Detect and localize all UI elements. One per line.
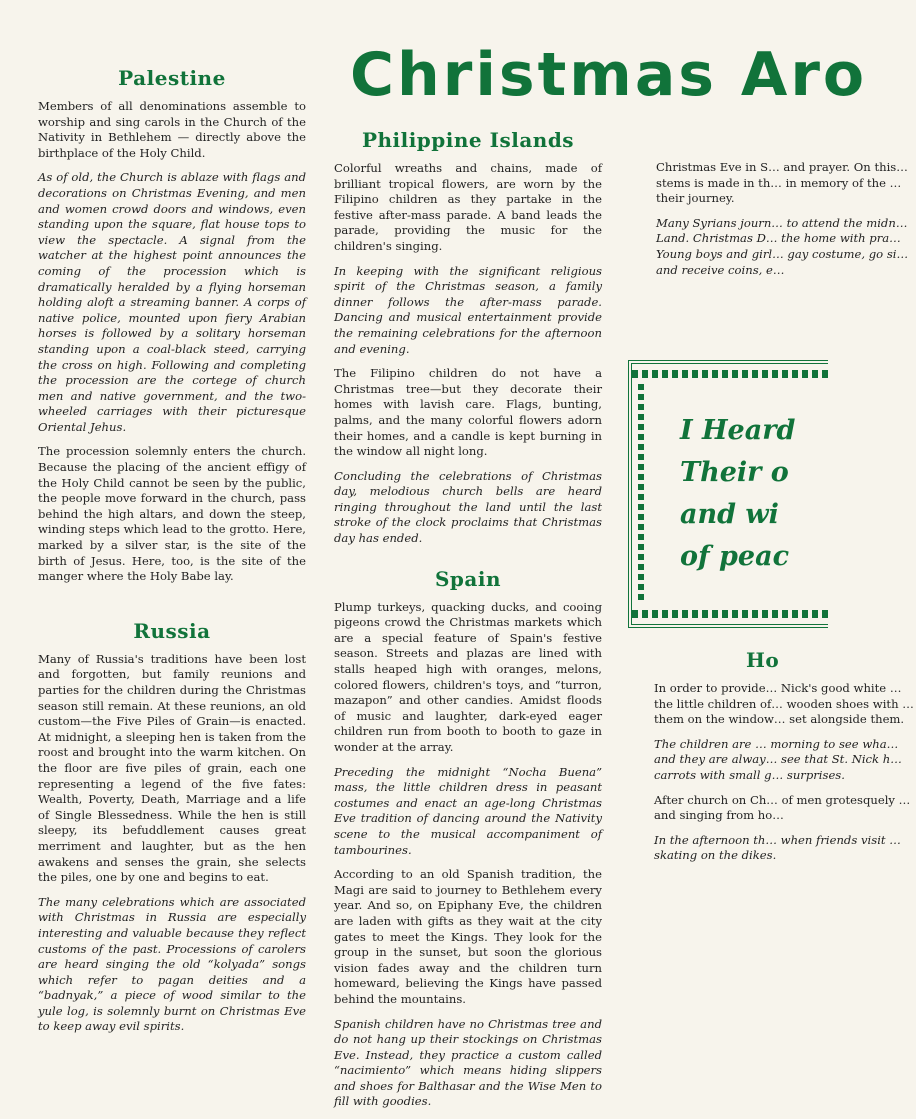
ornament-border-bottom (632, 610, 828, 618)
philippines-paragraph-2: In keeping with the significant religious spirit of the Christmas season, a family dinner follows the after-mass parade. Dancing and musical entertainment provide the remaining celebrations for the afternoon and evening. (334, 263, 602, 356)
philippines-paragraph-4: Concluding the celebrations of Christmas day, melodious church bells are heard ringing throughout the land until the last stroke of the clock proclaims that Christmas day has ended. (334, 468, 602, 546)
syria-paragraph-2: Many Syrians journ… to attend the midn… Land. Christmas D… the home with pra… Young boys and girl… gay costume, go si… and receive coins, e… (656, 215, 909, 277)
heading-holland: Ho (746, 648, 780, 672)
heading-russia: Russia (133, 618, 211, 643)
heading-philippine-islands: Philippine Islands (361, 128, 575, 152)
palestine-paragraph-1: Members of all denominations assemble to worship and sing carols in the Church of the Nativity in Bethlehem — directly above the birthplace of the Holy Child. (38, 99, 306, 160)
section-philippines (334, 128, 602, 547)
poem-line-3: and wi (680, 499, 779, 530)
poem-text (680, 410, 795, 578)
section-russia (38, 619, 306, 1035)
spain-paragraph-2: Preceding the midnight “Nocha Buena” mass, the little children dress in peasant costumes and enact an age-long Christmas Eve tradition of dancing around the Nativity scene to the musical accompaniment of tambourines. (334, 764, 602, 857)
section-palestine (38, 66, 306, 585)
column-right-bottom (654, 648, 914, 978)
page-title: Christmas Aro (350, 40, 868, 110)
philippines-paragraph-1: Colorful wreaths and chains, made of brilliant tropical flowers, are worn by the Filipino children as they partake in the festive after-mass parade. A band leads the parade, providing the music for the children's singing. (334, 161, 602, 253)
philippines-paragraph-3: The Filipino children do not have a Christmas tree—but they decorate their homes with lavish care. Flags, bunting, palms, and the many colorful flowers adorn their homes, and a candle is kept burning in the window all night long. (334, 366, 602, 459)
section-spain (334, 567, 602, 1110)
holland-paragraph-4: In the afternoon th… when friends visit … skating on the dikes. (654, 832, 901, 863)
holland-paragraph-2: The children are … morning to see wha… and they are alway… see that St. Nick h… carrots with small g… surprises. (654, 736, 902, 782)
syria-paragraph-1: Christmas Eve in S… and prayer. On this… stems is made in th… in memory of the … their journey. (656, 160, 908, 206)
spain-paragraph-4: Spanish children have no Christmas tree and do not hang up their stockings on Christmas Eve. Instead, they practice a custom called “nacimiento” which means hiding slippers and shoes for Balthasar and the Wise Men to fill with goodies. (334, 1016, 602, 1109)
heading-palestine: Palestine (118, 66, 226, 90)
ornament-border-left (638, 384, 644, 604)
column-right-top (656, 160, 909, 350)
poem-line-2: Their o (680, 457, 789, 488)
holland-paragraph-1: In order to provide… Nick's good white … the little children of… wooden shoes with … them on the window… set alongside them. (654, 681, 914, 727)
column-left (38, 66, 306, 1044)
russia-paragraph-1: Many of Russia's traditions have been lost and forgotten, but family reunions and parties for the children during the Christmas season still remain. At these reunions, an old custom—the Five Piles of Grain—is enacted. At midnight, a sleeping hen is taken from the roost and brought into the warm kitchen. On the floor are five piles of grain, each one representing a legend of the five fates: Wealth, Poverty, Death, Marriage and a life of Single Blessedness. While the hen is still sleepy, its befuddlement causes great merriment and laughter, but as the hen awakens and senses the grain, she selects the piles, one by one and begins to eat. (38, 651, 306, 885)
spain-paragraph-3: According to an old Spanish tradition, the Magi are said to journey to Bethlehem every year. And so, on Epiphany Eve, the children are laden with gifts as they wait at the city gates to meet the Kings. They look for the group in the sunset, but soon the glorious vision fades away and the children turn homeward, believing the Kings have passed behind the mountains. (334, 867, 602, 1006)
spain-paragraph-1: Plump turkeys, quacking ducks, and cooing pigeons crowd the Christmas markets which are a special feature of Spain's festive season. Streets and plazas are lined with stalls heaped high with oranges, melons, colored flowers, children's toys, and “turron, mazapon” and other candies. Amidst floods of music and laughter, dark-eyed eager children run from booth to booth to gaze in wonder at the array. (334, 599, 602, 754)
poem-line-4: of peac (680, 541, 790, 572)
poem-box (628, 360, 828, 628)
heading-spain: Spain (434, 566, 502, 591)
ornament-border-top (632, 370, 828, 378)
palestine-paragraph-2: As of old, the Church is ablaze with flags and decorations on Christmas Evening, and men and women crowd doors and windows, even standing upon the square, flat house tops to view the spectacle. A signal from the watcher at the highest point announces the coming of the procession which is dramatically heralded by a flying horseman holding aloft a streaming banner. A corps of native police, mounted upon fiery Arabian horses is followed by a solitary horseman standing upon a coal-black steed, carrying the cross on high. Following and completing the procession are the cortege of church men and native government, and the two-wheeled carriages with their picturesque Oriental Jehus. (38, 170, 306, 434)
palestine-paragraph-3: The procession solemnly enters the church. Because the placing of the ancient effigy of the Holy Child cannot be seen by the public, the people move forward in the church, pass behind the high altars, and down the steep, winding steps which lead to the grotto. Here, marked by a silver star, is the site of the birth of Jesus. Here, too, is the site of the manger where the Holy Babe lay. (38, 444, 306, 584)
poem-line-1: I Heard (680, 415, 796, 446)
holland-paragraph-3: After church on Ch… of men grotesquely … and singing from ho… (654, 792, 911, 823)
russia-paragraph-2: The many celebrations which are associated with Christmas in Russia are especially interesting and valuable because they reflect customs of the past. Processions of carolers are heard singing the old “kolyada” songs which refer to pagan deities and a “badnyak,” a piece of wood similar to the yule log, is solemnly burnt on Christmas Eve to keep away evil spirits. (38, 894, 306, 1034)
column-middle (334, 128, 602, 1119)
